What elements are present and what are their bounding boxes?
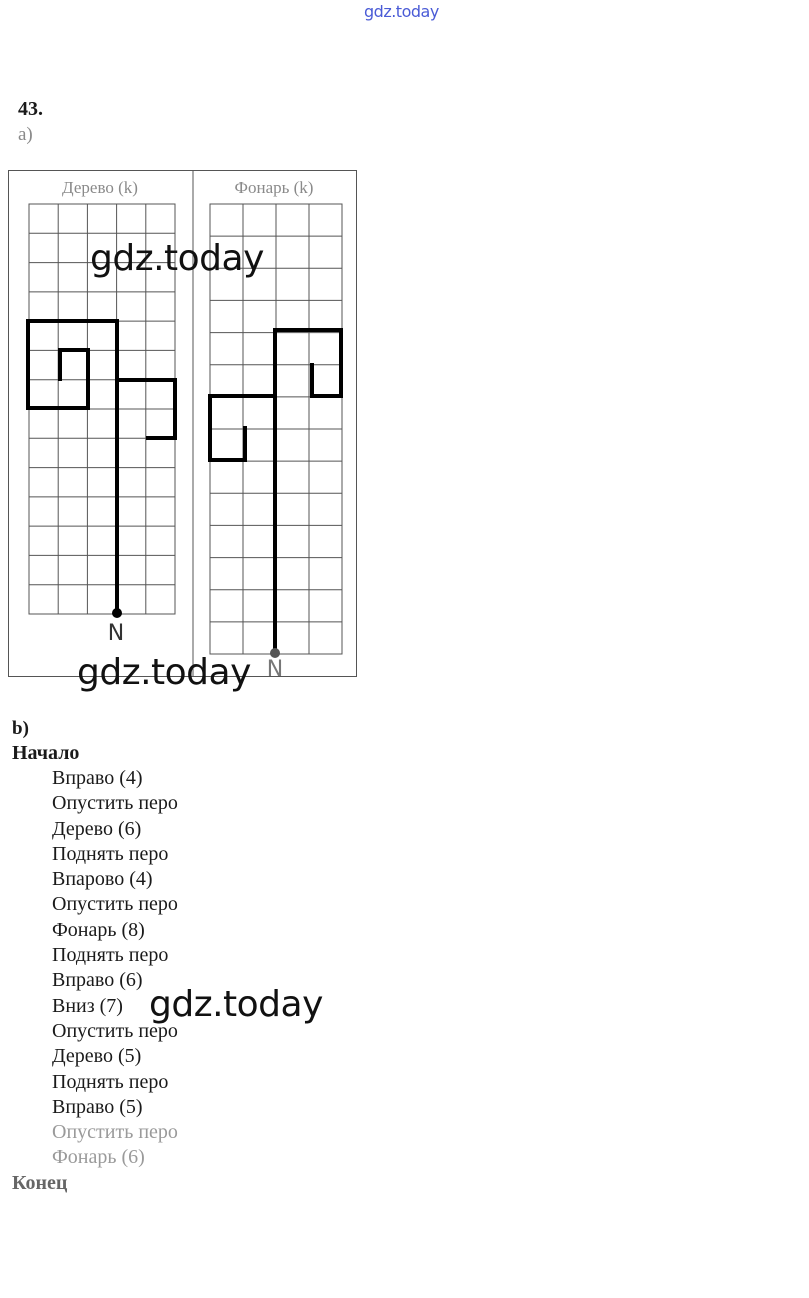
program-line: Дерево (5): [52, 1045, 142, 1068]
tree-start-dot: [112, 608, 122, 618]
lantern-start-label: N: [266, 657, 284, 682]
watermark-2: gdz.today: [77, 652, 251, 693]
watermark-1: gdz.today: [90, 238, 264, 279]
program-line: Опустить перо: [52, 893, 178, 916]
program-line: Поднять перо: [52, 842, 169, 865]
part-a-label: а): [18, 124, 33, 145]
watermark-top: gdz.today: [364, 2, 439, 21]
program-line: Опустить перо: [52, 1019, 178, 1042]
program-line: Вниз (7): [52, 994, 123, 1017]
program-line: Поднять перо: [52, 944, 169, 967]
program-line: Опустить перо: [52, 1121, 178, 1144]
panel-title-lantern: Фонарь (k): [234, 178, 314, 197]
program-line: Вправо (6): [52, 969, 143, 992]
program-line: Впарово (4): [52, 868, 153, 891]
program-begin: Начало: [12, 742, 80, 764]
program-line: Вправо (4): [52, 767, 143, 789]
panel-title-tree: Дерево (k): [62, 178, 138, 197]
program-line: Дерево (6): [52, 817, 142, 840]
program-line: Фонарь (6): [52, 1146, 145, 1169]
watermark-3: gdz.today: [149, 984, 323, 1025]
program-line: Опустить перо: [52, 792, 178, 815]
lantern-path: [210, 330, 341, 653]
task-number: 43.: [18, 98, 43, 120]
program-line: Поднять перо: [52, 1070, 169, 1093]
program-line: Фонарь (8): [52, 918, 145, 941]
program-line: Вправо (5): [52, 1095, 143, 1118]
program-listing: [52, 766, 178, 1171]
tree-path: [28, 321, 175, 613]
program-end: Конец: [12, 1172, 68, 1194]
part-b-label: b): [12, 718, 29, 739]
tree-start-label: N: [107, 621, 125, 646]
